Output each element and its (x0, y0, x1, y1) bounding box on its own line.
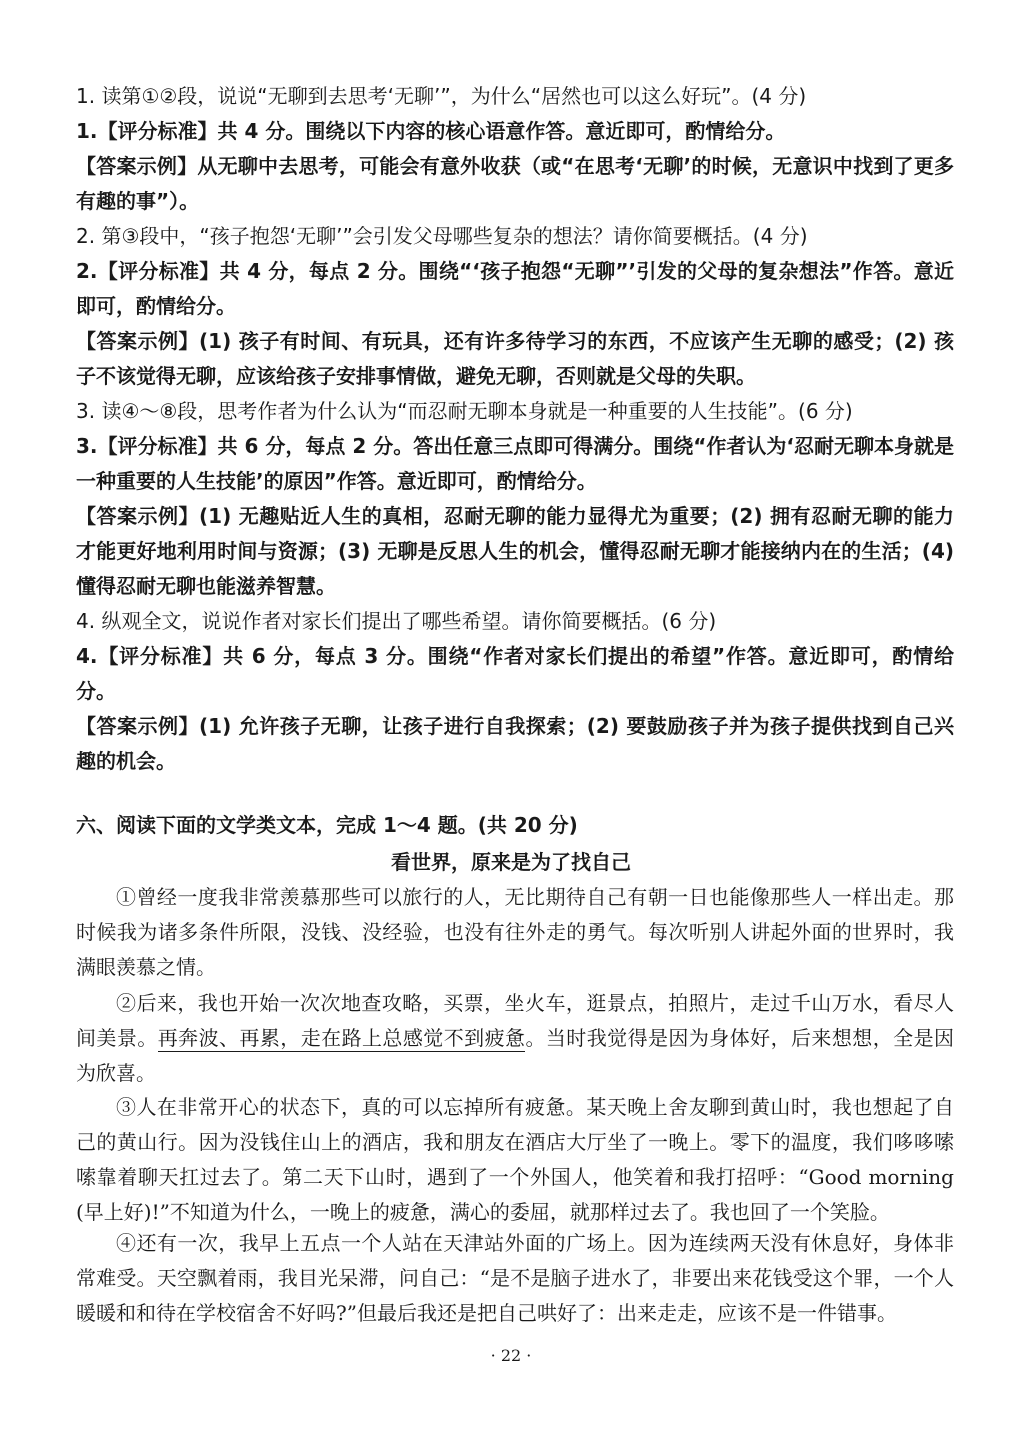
question-1: 1. 读第①②段，说说“无聊到去思考‘无聊’”，为什么“居然也可以这么好玩”。(4 分) (76, 84, 807, 108)
answer-example-3: 【答案示例】(1) 无趣贴近人生的真相，忍耐无聊的能力显得尤为重要；(2) 拥有忍耐无聊的能力才能更好地利用时间与资源；(3) 无聊是反思人生的机会，懂得忍耐无聊才能接纳内在的生活；(4) 懂得忍耐无聊也能滋养智慧。 (76, 504, 954, 598)
underlined-sentence: 再奔波、再累，走在路上总感觉不到疲惫 (157, 1026, 526, 1050)
question-2: 2. 第③段中，“孩子抱怨‘无聊’”会引发父母哪些复杂的想法？请你简要概括。(4 分) (76, 224, 808, 248)
question-4: 4. 纵观全文，说说作者对家长们提出了哪些希望。请你简要概括。(6 分) (76, 609, 717, 633)
passage-paragraph-3: ③人在非常开心的状态下，真的可以忘掉所有疲惫。某天晚上舍友聊到黄山时，我也想起了自己的黄山行。因为没钱住山上的酒店，我和朋友在酒店大厅坐了一晚上。零下的温度，我们哆哆嗦嗦靠着聊天扛过去了。第二天下山时，遇到了一个外国人，他笑着和我打招呼：“Good morning (早上好)!”不知道为什么，一晚上的疲惫，满心的委屈，就那样过去了。我也回了一个笑脸。 (76, 1095, 954, 1224)
scoring-standard-1: 1.【评分标准】共 4 分。围绕以下内容的核心语意作答。意近即可，酌情给分。 (76, 119, 786, 143)
paragraph-2-text-b: 。当时我觉得是因为身体好，后来想想，全是因为欣喜。 (76, 1026, 955, 1085)
scoring-standard-4: 4.【评分标准】共 6 分，每点 3 分。围绕“作者对家长们提出的希望”作答。意近即可，酌情给分。 (76, 644, 954, 703)
page-number: · 22 · (490, 1346, 532, 1365)
scoring-standard-2: 2.【评分标准】共 4 分，每点 2 分。围绕“‘孩子抱怨“无聊”’引发的父母的复杂想法”作答。意近即可，酌情给分。 (76, 259, 954, 318)
answer-example-2: 【答案示例】(1) 孩子有时间、有玩具，还有许多待学习的东西，不应该产生无聊的感受；(2) 孩子不该觉得无聊，应该给孩子安排事情做，避免无聊，否则就是父母的失职。 (76, 329, 954, 388)
passage-paragraph-2 (76, 986, 954, 1091)
paragraph-2-text-a: ②后来，我也开始一次次地查攻略，买票，坐火车，逛景点，拍照片，走过千山万水，看尽人间美景。 (76, 991, 954, 1050)
passage-title: 看世界，原来是为了找自己 (391, 850, 631, 874)
scoring-standard-3: 3.【评分标准】共 6 分，每点 2 分。答出任意三点即可得满分。围绕“作者认为‘忍耐无聊本身就是一种重要的人生技能’的原因”作答。意近即可，酌情给分。 (76, 434, 954, 493)
answer-example-4: 【答案示例】(1) 允许孩子无聊，让孩子进行自我探索；(2) 要鼓励孩子并为孩子提供找到自己兴趣的机会。 (76, 714, 954, 773)
answer-example-1: 【答案示例】从无聊中去思考，可能会有意外收获（或“在思考‘无聊’的时候，无意识中找到了更多有趣的事”）。 (76, 154, 954, 213)
question-3: 3. 读④～⑧段，思考作者为什么认为“而忍耐无聊本身就是一种重要的人生技能”。(6 分) (76, 399, 853, 423)
section-heading: 六、阅读下面的文学类文本，完成 1～4 题。(共 20 分) (76, 813, 578, 837)
passage-paragraph-4: ④还有一次，我早上五点一个人站在天津站外面的广场上。因为连续两天没有休息好，身体非常难受。天空飘着雨，我目光呆滞，问自己：“是不是脑子进水了，非要出来花钱受这个罪，一个人暖暖和和待在学校宿舍不好吗?”但最后我还是把自己哄好了：出来走走，应该不是一件错事。 (76, 1231, 954, 1325)
passage-paragraph-1: ①曾经一度我非常羡慕那些可以旅行的人，无比期待自己有朝一日也能像那些人一样出走。那时候我为诸多条件所限，没钱、没经验，也没有往外走的勇气。每次听别人讲起外面的世界时，我满眼羡慕之情。 (76, 885, 954, 979)
